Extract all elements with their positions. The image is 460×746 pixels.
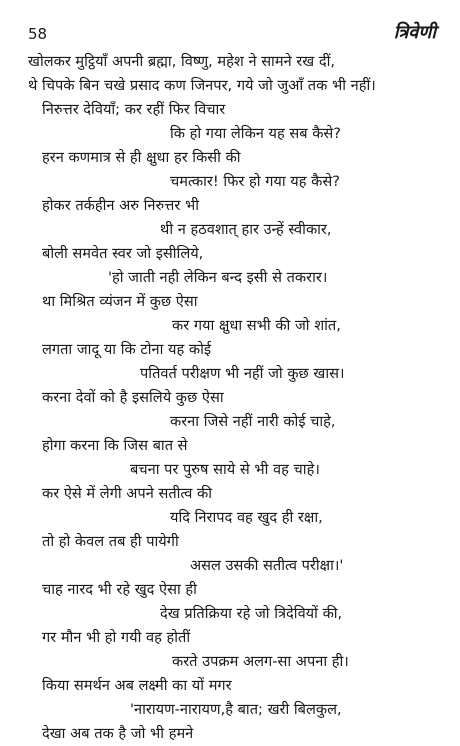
poem-line: चमत्कार! फिर हो गया यह कैसे?: [170, 173, 340, 190]
poem-line: कि हो गया लेकिन यह सब कैसे?: [170, 125, 342, 142]
poem-line: करना देवों को है इसलिये कुछ ऐसा: [42, 389, 224, 406]
poem-line: निरुत्तर देवियाँ; कर रहीं फिर विचार: [42, 101, 226, 118]
poem-line: थी न हठवशात् हार उन्हें स्वीकार,: [160, 221, 332, 238]
poem-line: देख प्रतिक्रिया रहे जो त्रिदेवियों की,: [160, 605, 343, 622]
poem-line: कर गया क्षुधा सभी की जो शांत,: [172, 317, 341, 334]
page-number: 58: [28, 25, 48, 43]
poem-line: बचना पर पुरुष साये से भी वह चाहे।: [130, 461, 320, 478]
poem-line: करते उपक्रम अलग-सा अपना ही।: [172, 653, 349, 670]
poem-line: 'नारायण-नारायण,है बात; खरी बिलकुल,: [130, 701, 342, 718]
poem-line: बोली समवेत स्वर जो इसीलिये,: [42, 245, 204, 262]
poem-line: असल उसकी सतीत्व परीक्षा।': [190, 557, 344, 574]
poem-line: था मिश्रित व्यंजन में कुछ ऐसा: [42, 293, 198, 310]
poem-line: पतिवर्त परीक्षण भी नहीं जो कुछ खास।: [140, 365, 345, 382]
poem-line: लगता जादू या कि टोना यह कोई: [42, 341, 212, 358]
poem-line: होगा करना कि जिस बात से: [42, 437, 188, 454]
poem-line: होकर तर्कहीन अरु निरुत्तर भी: [42, 197, 199, 214]
poem-line: तो हो केवल तब ही पायेगी: [42, 533, 179, 550]
poem-line: चाह नारद भी रहे खुद ऐसा ही: [42, 581, 197, 598]
poem-line: कर ऐसे में लेगी अपने सतीत्व की: [42, 485, 213, 502]
poem-line: खोलकर मुट्ठियाँ अपनी ब्रह्मा, विष्णु, महेश ने सामने रख दीं,: [28, 53, 336, 70]
poem-line: किया समर्थन अब लक्ष्मी का यों मगर: [42, 677, 232, 694]
poem-line: यदि निरापद वह खुद ही रक्षा,: [170, 509, 323, 526]
poem-line: देखा अब तक है जो भी हमने: [42, 725, 194, 742]
poem-line: गर मौन भी हो गयी वह होतीं: [42, 629, 191, 646]
poem-line: थे चिपके बिन चखे प्रसाद कण जिनपर, गये जो जुआँ तक भी नहीं।: [28, 77, 376, 94]
poem-line: 'हो जाती नही लेकिन बन्द इसी से तकरार।: [108, 269, 328, 286]
poem-line: हरन कणमात्र से ही क्षुधा हर किसी की: [42, 149, 241, 166]
poem-line: करना जिसे नहीं नारी कोई चाहे,: [170, 413, 336, 430]
running-title: त्रिवेणी: [393, 22, 436, 43]
